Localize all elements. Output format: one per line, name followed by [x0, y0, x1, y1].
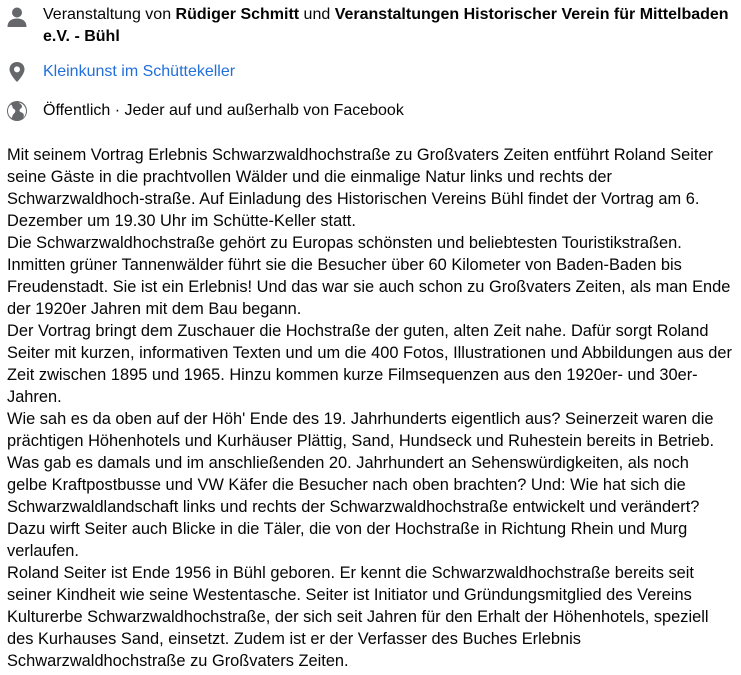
- person-icon: [6, 6, 28, 28]
- host-link-1[interactable]: Rüdiger Schmitt: [175, 6, 300, 23]
- globe-icon: [6, 100, 28, 122]
- description-paragraph-2: Die Schwarzwaldhochstraße gehört zu Europas schönsten und beliebtesten Touristikstraßen. Inmitten grüner Tannenwälder führt sie die Besucher über 60 Kilometer von Baden-Baden bis Freudenstadt. Sie ist ein Erlebnis! Und das war sie auch schon zu Großvaters Zeiten, als man Ende der 1920er Jahren mit dem Bau begann.: [7, 234, 731, 318]
- location-link[interactable]: Kleinkunst im Schüttekeller: [43, 63, 236, 80]
- map-pin-icon: [6, 61, 28, 83]
- description-paragraph-1: Mit seinem Vortrag Erlebnis Schwarzwaldhochstraße zu Großvaters Zeiten entführt Roland Seiter seine Gäste in die prachtvollen Wälder und die einmalige Natur links und rechts der Schwarzwaldhoch-straße. Auf Einladung des Historischen Vereins Bühl findet der Vortrag am 6. Dezember um 19.30 Uhr im Schütte-Keller statt.: [7, 146, 714, 230]
- host-prefix: Veranstaltung von: [43, 6, 176, 23]
- location-text: [43, 61, 731, 83]
- event-description: [7, 144, 733, 672]
- host-connector: und: [299, 6, 335, 23]
- host-link-2[interactable]: Veranstaltungen Historischer Verein für Mittelbaden e.V. - Bühl: [43, 6, 729, 45]
- description-paragraph-4: Wie sah es da oben auf der Höh' Ende des 19. Jahrhunderts eigentlich aus? Seinerzeit waren die prächtigen Höhenhotels und Kurhäuser Plättig, Sand, Hundseck und Ruhestein bereits in Betrieb. Was gab es damals und im anschließenden 20. Jahrhundert an Sehenswürdigkeiten, als noch gelbe Kraftpostbusse und VW Käfer die Besucher nach oben brachten? Und: Wie hat sich die Schwarzwaldlandschaft links und rechts der Schwarzwaldhochstraße entwickelt und verändert? Dazu wirft Seiter auch Blicke in die Täler, die von der Hochstraße in Richtung Rhein und Murg verlaufen.: [7, 410, 715, 560]
- host-text: [43, 4, 731, 48]
- description-paragraph-3: Der Vortrag bringt dem Zuschauer die Hochstraße der guten, alten Zeit nahe. Dafür sorgt Roland Seiter mit kurzen, informativen Texten und um die 400 Fotos, Illustrationen und Abbildungen aus der Zeit zwischen 1895 und 1965. Hinzu kommen kurze Filmsequenzen aus den 1920er- und 30er-Jahren.: [7, 322, 732, 406]
- description-paragraph-5: Roland Seiter ist Ende 1956 in Bühl geboren. Er kennt die Schwarzwaldhochstraße bereits seit seiner Kindheit wie seine Westentasche. Seiter ist Initiator und Gründungsmitglied des Vereins Kulturerbe Schwarzwaldhochstraße, der sich seit Jahren für den Erhalt der Höhenhotels, speziell des Kurhauses Sand, einsetzt. Zudem ist er der Verfasser des Buches Erlebnis Schwarzwaldhochstraße zu Großvaters Zeiten.: [7, 564, 709, 670]
- privacy-text: [43, 100, 731, 122]
- privacy-label: Öffentlich · Jeder auf und außerhalb von Facebook: [43, 102, 404, 119]
